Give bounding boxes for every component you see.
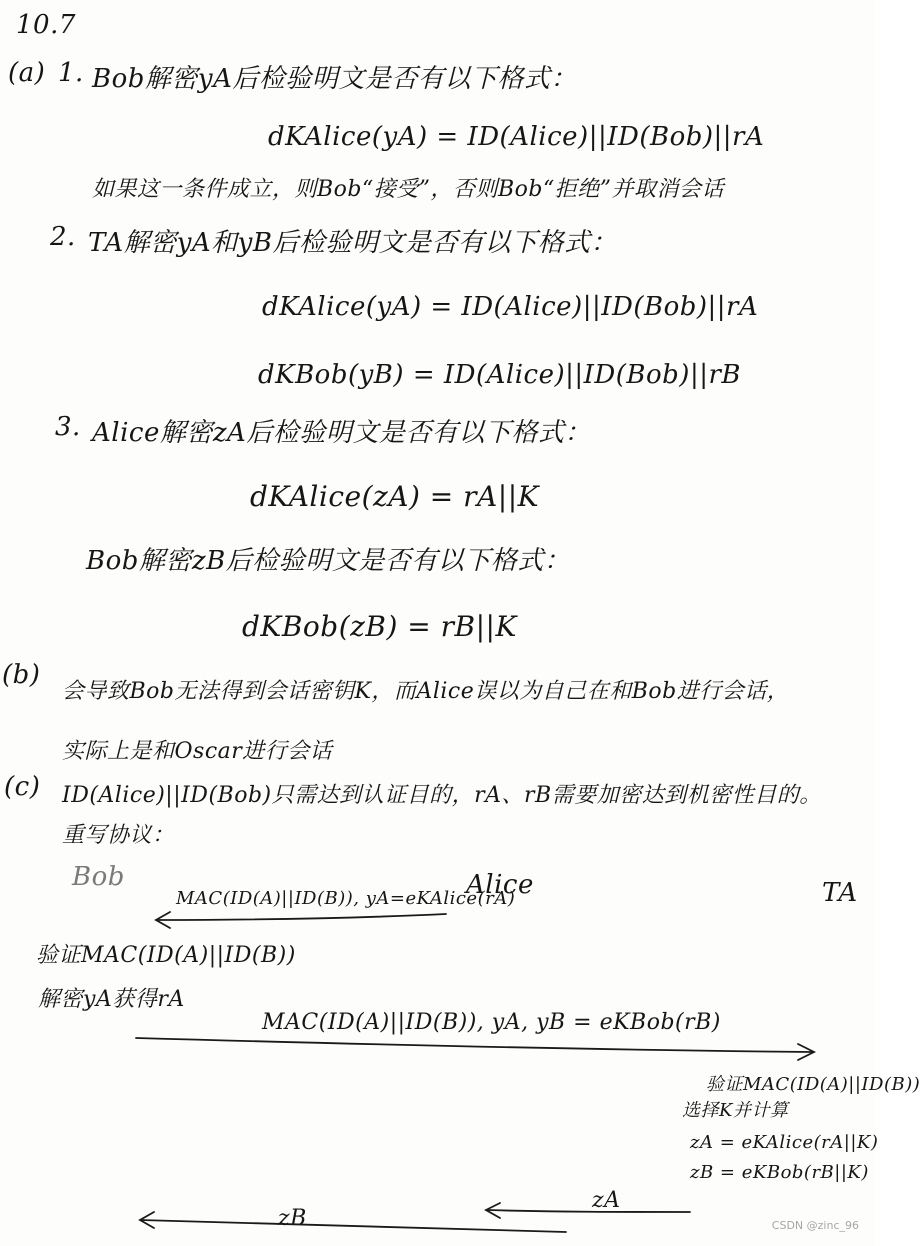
- ta-verify-step: 验证MAC(ID(A)||ID(B)): [706, 1074, 920, 1095]
- arrow-alice-to-bob-line: [156, 914, 446, 920]
- arrow-ta-to-alice-head: [486, 1203, 500, 1218]
- message-1: MAC(ID(A)||ID(B)), yA=eKAlice(rA): [176, 888, 516, 909]
- part-a-step1-number: 1.: [58, 58, 84, 88]
- part-c-line-1: ID(Alice)||ID(Bob)只需达到认证目的，rA、rB需要加密达到机密性目的。: [62, 783, 822, 808]
- ta-choose-step: 选择K并计算: [682, 1100, 789, 1121]
- part-a-step3-formula-1: dKAlice(zA) = rA||K: [250, 480, 540, 513]
- arrow-alice-to-bob-final-head: [140, 1212, 154, 1228]
- bob-verify-step: 验证MAC(ID(A)||ID(B)): [36, 943, 296, 968]
- part-a-step3-number: 3.: [55, 412, 81, 442]
- problem-number: 10.7: [16, 10, 76, 40]
- arrow-alice-to-bob-head: [156, 912, 170, 928]
- part-b-line-2: 实际上是和Oscar进行会话: [62, 739, 333, 764]
- part-a-step2-formula-1: dKAlice(yA) = ID(Alice)||ID(Bob)||rA: [262, 292, 759, 322]
- arrow-alice-to-bob-final-line: [140, 1220, 566, 1232]
- message-2: MAC(ID(A)||ID(B)), yA, yB = eKBob(rB): [262, 1010, 721, 1035]
- part-c-label: (c): [4, 772, 41, 802]
- part-a-step3-bob-text: Bob解密zB后检验明文是否有以下格式：: [86, 546, 571, 576]
- arrow-bob-to-ta-head: [798, 1044, 814, 1060]
- part-a-step1-formula: dKAlice(yA) = ID(Alice)||ID(Bob)||rA: [268, 122, 765, 152]
- arrow-ta-to-alice-line: [486, 1210, 690, 1212]
- watermark: CSDN @zinc_96: [771, 1219, 859, 1232]
- part-a-step2-number: 2.: [50, 222, 76, 252]
- message-3: zA: [592, 1188, 621, 1213]
- party-bob: Bob: [72, 862, 125, 892]
- part-c-line-2: 重写协议：: [62, 823, 175, 848]
- party-ta: TA: [822, 878, 858, 908]
- part-b-line-1: 会导致Bob无法得到会话密钥K，而Alice误以为自己在和Bob进行会话，: [62, 679, 790, 704]
- part-a-step3-formula-2: dKBob(zB) = rB||K: [242, 610, 517, 643]
- bob-decrypt-step: 解密yA获得rA: [38, 987, 185, 1012]
- party-alice: Alice: [466, 870, 534, 900]
- part-a-step2-text: TA解密yA和yB后检验明文是否有以下格式：: [88, 228, 617, 258]
- arrow-bob-to-ta-line: [136, 1038, 812, 1052]
- ta-zb-computation: zB = eKBob(rB||K): [690, 1162, 869, 1183]
- message-4: zB: [278, 1206, 307, 1231]
- part-a-step3-text: Alice解密zA后检验明文是否有以下格式：: [92, 418, 591, 448]
- part-a-step1-text: Bob解密yA后检验明文是否有以下格式：: [92, 64, 577, 94]
- part-b-label: (b): [2, 660, 41, 690]
- ta-za-computation: zA = eKAlice(rA||K): [690, 1132, 879, 1153]
- part-a-step2-formula-2: dKBob(yB) = ID(Alice)||ID(Bob)||rB: [258, 360, 742, 390]
- part-a-step1-note: 如果这一条件成立，则Bob“接受”，否则Bob“拒绝”并取消会话: [92, 177, 724, 202]
- part-a-label: (a): [8, 58, 46, 88]
